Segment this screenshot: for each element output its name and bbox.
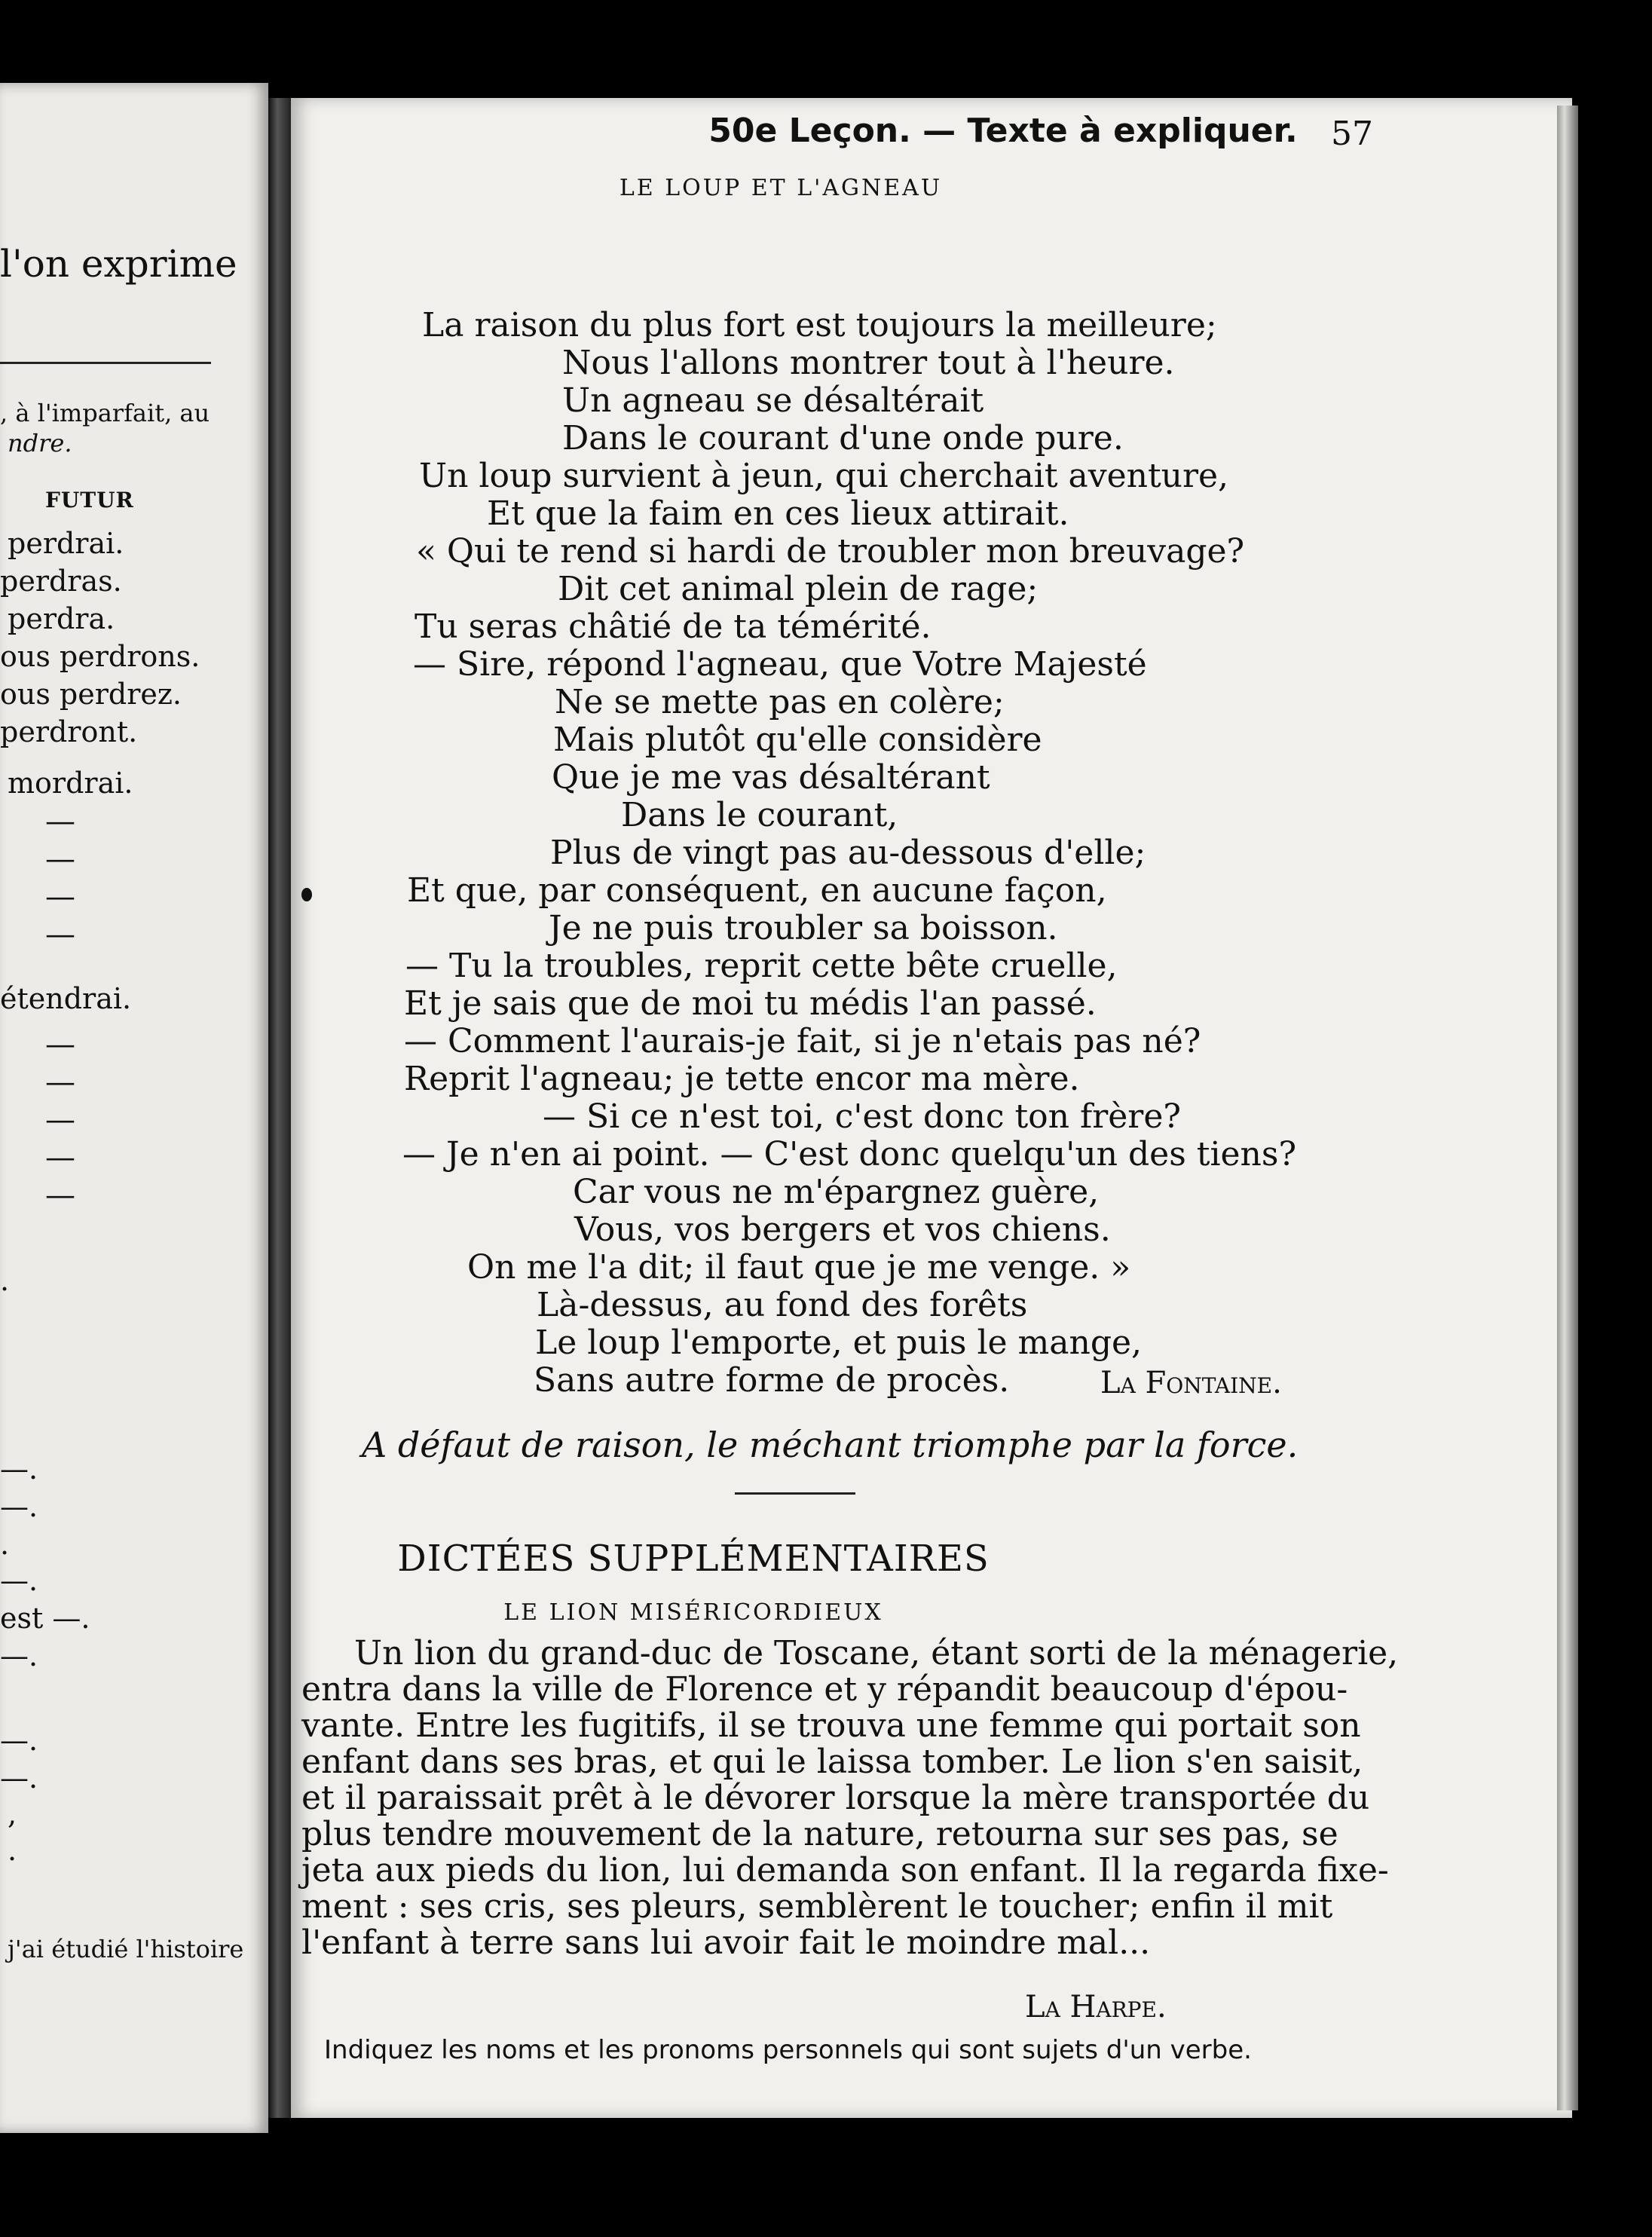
poem-line: Car vous ne m'épargnez guère, [573,1173,1100,1211]
left-page [0,83,268,2133]
book-gutter [268,98,291,2118]
margin-dot [301,888,312,901]
page-number: 57 [1331,115,1373,153]
left-page-fragment: — [45,917,75,952]
poem-line: Et je sais que de moi tu médis l'an passé. [404,984,1097,1023]
section-title: DICTÉES SUPPLÉMENTAIRES [397,1538,990,1580]
left-page-fragment: ous perdrons. [0,640,200,673]
left-page-fragment: —. [0,1452,38,1486]
poem-author: La Fontaine. [1100,1366,1282,1400]
poem-line: La raison du plus fort est toujours la meilleure; [422,306,1217,344]
left-page-fragment: perdras. [0,565,122,598]
poem-line: Dit cet animal plein de rage; [558,570,1039,608]
dictee-line: enfant dans ses bras, et qui le laissa tomber. Le lion s'en saisit, [301,1743,1363,1781]
poem-line: Ne se mette pas en colère; [555,683,1005,721]
poem-line: — Comment l'aurais-je fait, si je n'etais pas né? [404,1022,1201,1060]
left-page-fragment: — [45,1065,75,1100]
poem-line: — Tu la troubles, reprit cette bête cruelle, [405,947,1118,985]
poem-title: LE LOUP ET L'AGNEAU [619,175,943,201]
poem-line: Que je me vas désaltérant [552,758,990,797]
poem-line: « Qui te rend si hardi de troubler mon breuvage? [416,532,1245,571]
left-page-fragment: — [45,804,75,839]
poem-line: — Je n'en ai point. — C'est donc quelqu'un des tiens? [402,1135,1297,1174]
dictee-text [301,1634,1399,1962]
left-page-fragment: — [45,1140,75,1175]
left-page-fragment: ndre. [8,429,72,457]
left-page-fragment: . [0,1264,10,1297]
dictee-author: La Harpe. [1025,1990,1167,2024]
dictee-line: ment : ses cris, ses pleurs, semblèrent le toucher; enfin il mit [301,1887,1333,1926]
dictee-title: LE LION MISÉRICORDIEUX [503,1599,883,1626]
poem-line: Le loup l'emporte, et puis le mange, [535,1324,1143,1362]
poem-line: Dans le courant d'une onde pure. [562,419,1124,457]
left-page-fragment: — [45,1027,75,1062]
left-page-fragment: . [8,1834,17,1867]
left-page-fragment: est —. [0,1602,90,1635]
left-page-fragment: —. [0,1564,38,1597]
left-page-fragment: —. [0,1724,38,1757]
poem-line: Dans le courant, [621,796,898,834]
poem-line: Mais plutôt qu'elle considère [553,721,1042,759]
left-page-fragment: , [8,1798,17,1831]
poem-line: Vous, vos bergers et vos chiens. [574,1210,1111,1249]
dictee-line: jeta aux pieds du lion, lui demanda son enfant. Il la regarda fixe- [301,1851,1389,1890]
poem-line: Tu seras châtié de ta témérité. [415,607,932,646]
left-page-fragment: perdra. [8,602,115,635]
dictee-line: l'enfant à terre sans lui avoir fait le moindre mal... [301,1923,1151,1962]
section-separator [735,1492,855,1495]
dictee-line: plus tendre mouvement de la nature, retourna sur ses pas, se [301,1815,1338,1853]
poem-line: On me l'a dit; il faut que je me venge. » [467,1248,1131,1287]
dictee-line: et il paraissait prêt à le dévorer lorsque la mère transportée du [301,1779,1370,1817]
dictee-line: Un lion du grand-duc de Toscane, étant sorti de la ménagerie, [354,1634,1399,1672]
left-page-fragment: FUTUR [45,488,134,513]
poem-moral: A défaut de raison, le méchant triomphe par la force. [362,1425,1299,1465]
poem-line: Plus de vingt pas au-dessous d'elle; [550,834,1146,872]
left-page-fragment: — [45,842,75,877]
dictee-line: vante. Entre les fugitifs, il se trouva une femme qui portait son [301,1706,1361,1745]
left-page-fragment: —. [0,1639,38,1672]
left-page-fragment: étendrai. [0,982,132,1015]
left-page-fragment: j'ai étudié l'histoire [8,1935,244,1963]
poem-line: Et que, par conséquent, en aucune façon, [407,871,1107,910]
poem-line: Un loup survient à jeun, qui cherchait aventure, [419,457,1229,495]
left-page-fragment: l'on exprime [0,242,237,286]
poem-line: — Sire, répond l'agneau, que Votre Majesté [413,645,1147,684]
poem-line: — Si ce n'est toi, c'est donc ton frère? [543,1097,1181,1136]
poem-line: Un agneau se désaltérait [562,381,984,420]
poem-line: Je ne puis troubler sa boisson. [549,909,1058,947]
left-page-fragment: — [45,880,75,914]
exercise-instruction: Indiquez les noms et les pronoms personnels qui sont sujets d'un verbe. [324,2035,1252,2065]
left-page-fragment: — [45,1178,75,1213]
left-page-fragment: . [0,1528,10,1561]
left-page-fragment: perdront. [0,715,138,748]
poem-line: Reprit l'agneau; je tette encor ma mère. [404,1060,1080,1098]
left-page-rule [0,362,211,364]
left-page-fragment: perdrai. [8,527,124,560]
left-page-fragment: — [45,1103,75,1137]
left-page-fragment: , à l'imparfait, au [0,399,210,427]
left-page-fragment: —. [0,1490,38,1523]
left-page-fragment: —. [0,1761,38,1795]
dictee-line: entra dans la ville de Florence et y répandit beaucoup d'épou- [301,1670,1348,1709]
lesson-header: 50e Leçon. — Texte à expliquer. [708,112,1298,150]
left-page-fragment: mordrai. [8,767,133,800]
poem-line: Et que la faim en ces lieux attirait. [487,494,1069,533]
poem-line: Nous l'allons montrer tout à l'heure. [562,344,1175,382]
poem-line: Là-dessus, au fond des forêts [537,1286,1028,1324]
poem-line: Sans autre forme de procès. [534,1361,1010,1400]
left-page-fragment: ous perdrez. [0,678,182,711]
